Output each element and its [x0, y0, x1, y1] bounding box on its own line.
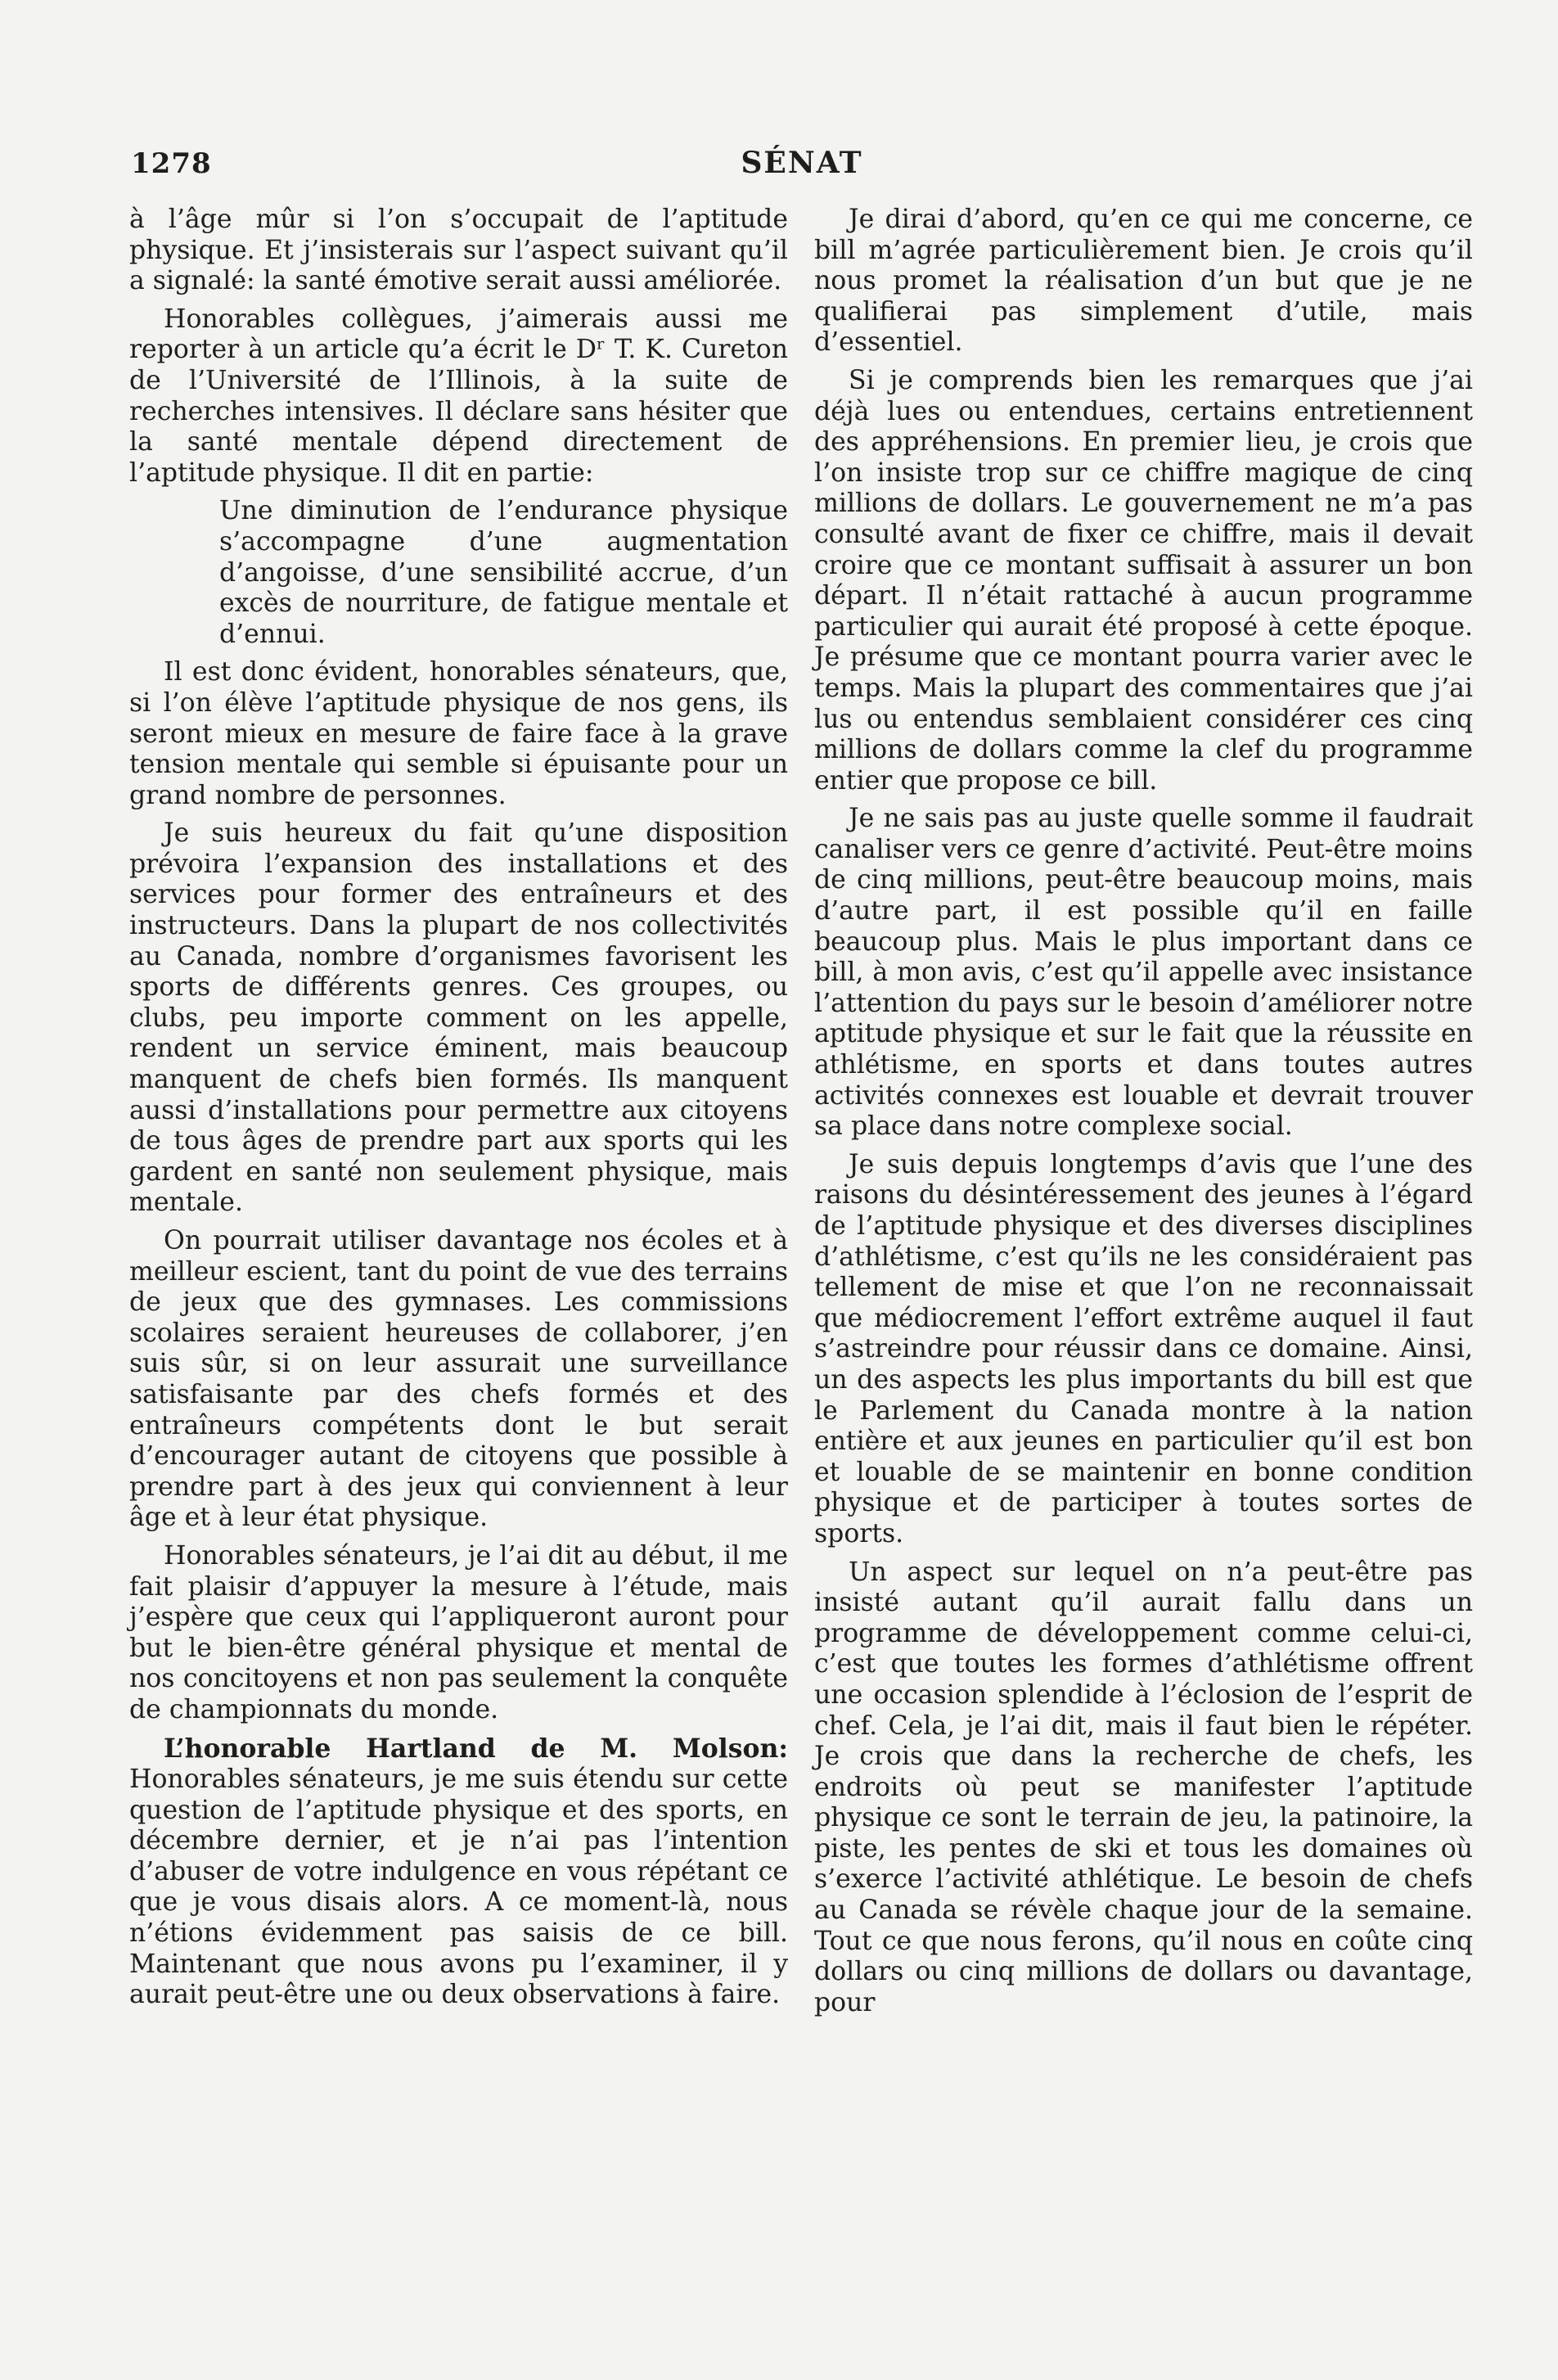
- speaker-name: L’honorable Hartland de M. Molson:: [164, 1733, 788, 1764]
- paragraph: Honorables sénateurs, je l’ai dit au début, il me fait plaisir d’appuyer la mesure à l’étude, mais j’espère que ceux qui l’appliqueront auront pour but le bien-être général physique et mental de nos concitoyens et non pas seulement la conquête de championnats du monde.: [129, 1540, 788, 1724]
- speech-text: Honorables sénateurs, je me suis étendu sur cette question de l’aptitude physique et des sports, en décembre dernier, et je n’ai pas l’intention d’abuser de votre indulgence en vous répétant ce que je vous disais alors. A ce moment-là, nous n’étions évidemment pas saisis de ce bill. Maintenant que nous avons pu l’examiner, il y aurait peut-être une ou deux observations à faire.: [129, 1765, 788, 2010]
- right-column: [814, 205, 1473, 2026]
- block-quote: Une diminution de l’endurance physique s’accompagne d’une augmentation d’angoisse, d’une sensibilité accrue, d’un excès de nourriture, de fatigue mentale et d’ennui.: [219, 496, 788, 649]
- page-number: 1278: [131, 147, 212, 180]
- paragraph: Je dirai d’abord, qu’en ce qui me concerne, ce bill m’agrée particulièrement bien. Je crois qu’il nous promet la réalisation d’un but que je ne qualifierai pas simplement d’utile, mais d’essentiel.: [814, 205, 1473, 358]
- paragraph: Honorables collègues, j’aimerais aussi me reporter à un article qu’a écrit le Dʳ T. K. Cureton de l’Université de l’Illinois, à la suite de recherches intensives. Il déclare sans hésiter que la santé mentale dépend directement de l’aptitude physique. Il dit en partie:: [129, 304, 788, 488]
- paragraph: On pourrait utiliser davantage nos écoles et à meilleur escient, tant du point de vue des terrains de jeux que des gymnases. Les commissions scolaires seraient heureuses de collaborer, j’en suis sûr, si on leur assurait une surveillance satisfaisante par des chefs formés et des entraîneurs compétents dont le but serait d’encourager autant de citoyens que possible à prendre part à des jeux qui conviennent à leur âge et à leur état physique.: [129, 1226, 788, 1533]
- paragraph: Il est donc évident, honorables sénateurs, que, si l’on élève l’aptitude physique de nos gens, ils seront mieux en mesure de faire face à la grave tension mentale qui semble si épuisante pour un grand nombre de personnes.: [129, 657, 788, 810]
- page-header: [131, 137, 1473, 187]
- paragraph: Je ne sais pas au juste quelle somme il faudrait canaliser vers ce genre d’activité. Peut-être moins de cinq millions, peut-être beaucoup moins, mais d’autre part, il est possible qu’il en faille beaucoup plus. Mais le plus important dans ce bill, à mon avis, c’est qu’il appelle avec insistance l’attention du pays sur le besoin d’améliorer notre aptitude physique et sur le fait que la réussite en athlétisme, en sports et dans toutes autres activités connexes est louable et devrait trouver sa place dans notre complexe social.: [814, 804, 1473, 1142]
- left-column: [129, 205, 788, 2018]
- running-head: SÉNAT: [741, 146, 863, 180]
- speech-paragraph: [129, 1733, 788, 2011]
- paragraph: Je suis heureux du fait qu’une disposition prévoira l’expansion des installations et des services pour former des entraîneurs et des instructeurs. Dans la plupart de nos collectivités au Canada, nombre d’organismes favorisent les sports de différents genres. Ces groupes, ou clubs, peu importe comment on les appelle, rendent un service éminent, mais beaucoup manquent de chefs bien formés. Ils manquent aussi d’installations pour permettre aux citoyens de tous âges de prendre part aux sports qui les gardent en santé non seulement physique, mais mentale.: [129, 818, 788, 1218]
- paragraph: Un aspect sur lequel on n’a peut-être pas insisté autant qu’il aurait fallu dans un programme de développement comme celui-ci, c’est que toutes les formes d’athlétisme offrent une occasion splendide à l’éclosion de l’esprit de chef. Cela, je l’ai dit, mais il faut bien le répéter. Je crois que dans la recherche de chefs, les endroits où peut se manifester l’aptitude physique ce sont le terrain de jeu, la patinoire, la piste, les pentes de ski et tous les domaines où s’exerce l’activité athlétique. Le besoin de chefs au Canada se révèle chaque jour de la semaine. Tout ce que nous ferons, qu’il nous en coûte cinq dollars ou cinq millions de dollars ou davantage, pour: [814, 1557, 1473, 2017]
- paragraph: Je suis depuis longtemps d’avis que l’une des raisons du désintéressement des jeunes à l’égard de l’aptitude physique et des diverses disciplines d’athlétisme, c’est qu’ils ne les considéraient pas tellement de mise et que l’on ne reconnaissait que médiocrement l’effort extrême auquel il faut s’astreindre pour réussir dans ce domaine. Ainsi, un des aspects les plus importants du bill est que le Parlement du Canada montre à la nation entière et aux jeunes en particulier qu’il est bon et louable de se maintenir en bonne condition physique et de participer à toutes sortes de sports.: [814, 1149, 1473, 1548]
- paragraph: Si je comprends bien les remarques que j’ai déjà lues ou entendues, certains entretiennent des appréhensions. En premier lieu, je crois que l’on insiste trop sur ce chiffre magique de cinq millions de dollars. Le gouvernement ne m’a pas consulté avant de fixer ce chiffre, mais il devait croire que ce montant suffisait à assurer un bon départ. Il n’était rattaché à aucun programme particulier qui aurait été proposé à cette époque. Je présume que ce montant pourra varier avec le temps. Mais la plupart des commentaires que j’ai lus ou entendus semblaient considérer ces cinq millions de dollars comme la clef du programme entier que propose ce bill.: [814, 365, 1473, 796]
- paragraph: à l’âge mûr si l’on s’occupait de l’aptitude physique. Et j’insisterais sur l’aspect suivant qu’il a signalé: la santé émotive serait aussi améliorée.: [129, 205, 788, 296]
